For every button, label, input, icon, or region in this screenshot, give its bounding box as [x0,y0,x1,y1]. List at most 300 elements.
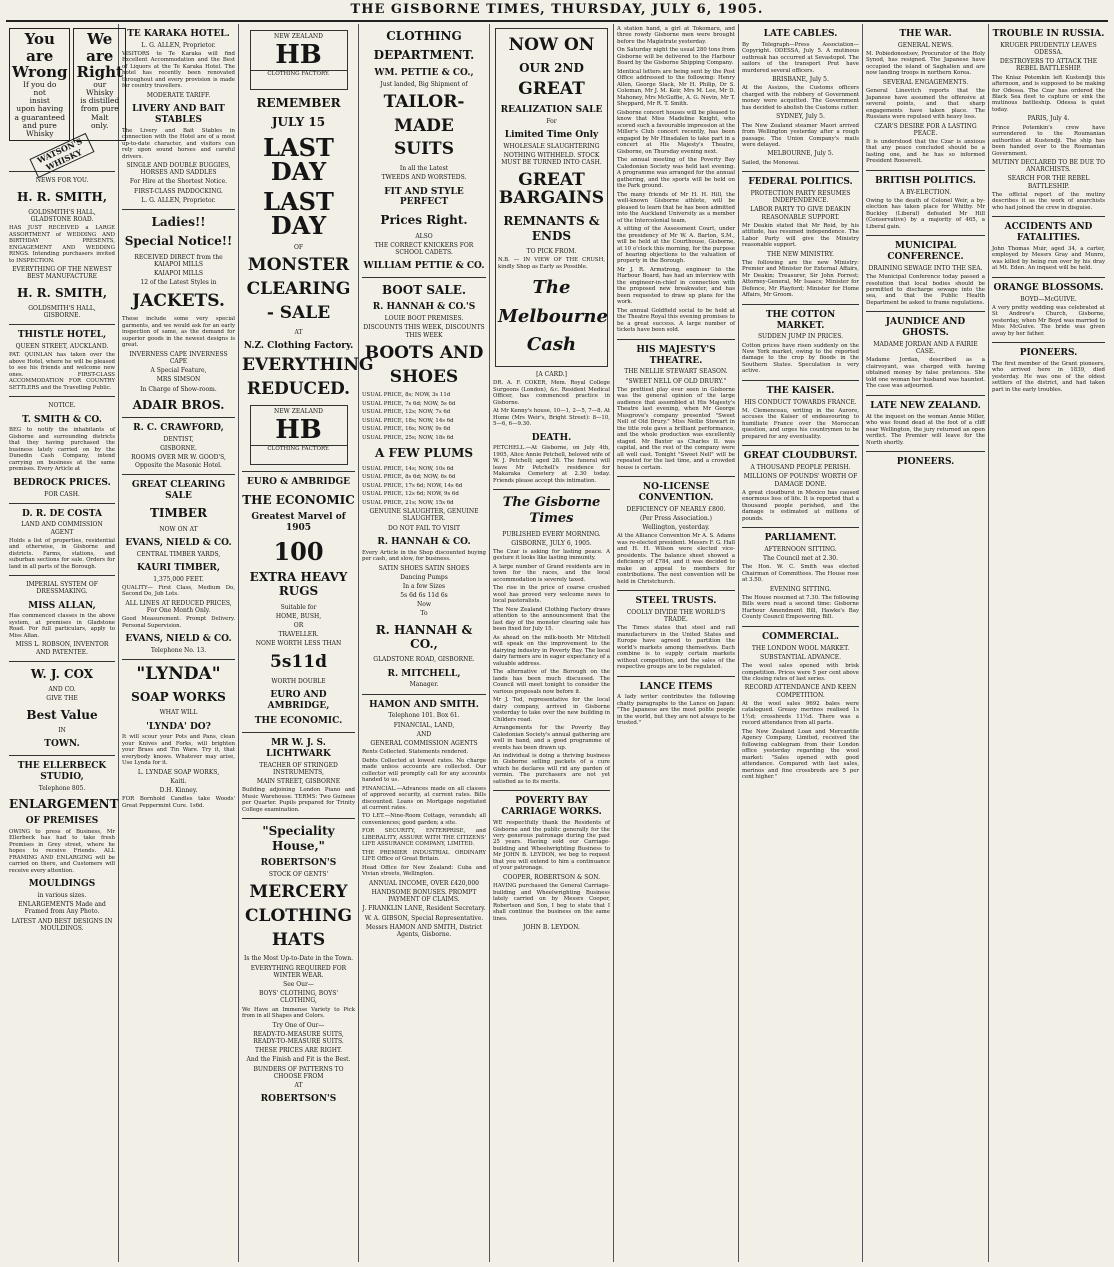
special-feature: A Special Feature, [150,367,207,375]
head-office: Head Office for New Zealand: Cuba and Vivian streets, Wellington. [362,864,486,878]
new-ministry-text: The following are the new Ministry: Premier and Minister for External Affairs, Mr Deakin; Treasurer, Sir John Forrest; Attorney-General, Mr Isaacs; Minister for Defence, Mr Playford; Minister for Home Affairs, Mr Groom. [742,259,859,299]
gladstone: GLADSTONE ROAD, GISBORNE. [373,656,475,664]
allen-sig: L. G. ALLEN, Proprietor. [141,196,216,204]
theatre-show: "SWEET NELL OF OLD DRURY." [625,377,727,385]
studio-title: THE ELLERBECK STUDIO, [17,760,107,782]
price-row: USUAL PRICE, 7s 6d; NOW, 5s 6d [362,400,456,407]
search-text: The official report of the mutiny describes it as the work of anarchists who had joined the crew in disguise. [992,191,1105,211]
column-9 [989,24,1108,1262]
fit-style: FIT AND STYLE PERFECT [384,186,464,208]
cotton-text: Cotton prices have risen suddenly on the New York market, owing to the reported damage to the crop by floods in the Southern States. Speculation is very active. [742,342,859,375]
british-sub: A BY-ELECTION. [899,188,952,196]
our-2nd: OUR 2ND [519,60,584,75]
premier: THE PREMIER INDUSTRIAL ORDINARY LIFE Office of Great Britain. [362,849,486,863]
parl-text: The Hon. W. C. Smith was elected Chairman of Committees. The House rose at 3.50. [742,564,859,584]
jaundice-text: Madame Jordan, described as a clairvoyant, was charged with having obtained money by false pretences. She told one woman her husband was haunted. The case was adjourned. [866,357,985,390]
up-to-date: Is the Most Up-to-Date in the Town. [244,955,353,963]
ad-line: not [33,87,46,97]
late-cables: LATE CABLES. [763,29,838,39]
euro: EURO & AMBRIDGE [246,477,350,488]
monster: MONSTER [247,254,350,275]
handsome: HANDSOME BONUSES. PROMPT PAYMENT OF CLAIMS. [371,889,477,904]
parliament: PARLIAMENT. [764,533,837,544]
prices-right: Prices Right. [380,213,468,228]
ad-line: from pure Malt [80,104,119,122]
thistle-address: QUEEN STREET, AUCKLAND. [15,343,109,351]
lynda: "LYNDA" [136,664,221,685]
news-item: A station hand, a girl at Tokomaru, and three rowdy Gisborne men were brought before the Magistrate yesterday. [617,26,735,45]
federal-sub-2: LABOR PARTY TO GIVE DEAKIN REASONABLE SUPPORT. [750,206,851,221]
financial: FINANCIAL, LAND, [393,721,455,729]
winter-wear: EVERYTHING REQUIRED FOR WINTER WEAR. [250,964,347,979]
paddock: FIRST-CLASS PADDOCKING. [134,187,223,195]
news-item: Mr J. R. Armstrong, engineer to the Harbour Board, has had an interview with the engineer-in-chief in connection with the proposed new breakwater, and has been requested to draw up plans for the work. [617,266,735,306]
news-for-you: NEWS FOR YOU. [35,177,89,185]
deficiency: DEFICIENCY OF NEARLY £800. [626,505,726,513]
tariff: MODERATE TARIFF. [146,91,211,99]
ad-line: our [93,79,107,89]
crawford: R. C. CRAWFORD, [133,423,224,434]
euro-2: EURO AND AMBRIDGE, [267,689,330,711]
bedrock-prices: BEDROCK PRICES. [13,477,111,488]
now-on: NOW ON AT [159,525,198,533]
editorial: The rise in the price of coarse crushed wool has proved very welcome news to local pastoralists. [493,585,610,605]
news-item: The many friends of Mr H. H. Hill, the well-known Gisborne athlete, will be pleased to learn that he has been admitted into the Auckland University as a member of the Intercolonial team. [617,191,735,224]
hamon-smith: HAMON AND SMITH. [369,699,479,710]
cox-in: IN [58,726,66,734]
sydney-text: The New Zealand steamer Maori arrived from Wellington yesterday after a rough passage. The Union Company's mails were delayed. [742,122,859,148]
or: OR [293,622,304,630]
kruger: KRUGER PRUDENTLY LEAVES ODESSA. [1000,41,1097,56]
record: RECORD ATTENDANCE AND KEEN COMPETITION. [744,684,857,699]
hannah-2: R. HANNAH & CO. [377,536,471,547]
thistle-title: THISTLE HOTEL, [17,330,107,341]
card: [A CARD.] [536,371,567,379]
jackets: JACKETS. [132,290,225,311]
steel: STEEL TRUSTS. [635,596,717,607]
boot-sale: BOOT SALE. [381,283,467,298]
column-2 [119,24,239,1262]
destroyers: DESTROYERS TO ATTACK THE REBEL BATTLESHIP. [999,58,1098,73]
municipal-text: The Municipal Conference today passed a resolution that local bodies should be permitted to discharge sewage into the sea, and that the Public Health Department be asked to frame regulations. [866,274,985,306]
dressmaking-title: IMPERIAL SYSTEM OF DRESSMAKING. [26,581,98,596]
cloudburst: GREAT CLOUDBURST. [743,451,858,462]
economic: THE ECONOMIC [242,492,355,507]
do-not-fail: DO NOT FAIL TO VISIT [388,524,460,532]
ladies-heading: Ladies!! [151,215,206,230]
enlargements: ENLARGEMENTS Made and Framed from Any Photo. [18,901,106,916]
wool-sub: SUBSTANTIAL ADVANCE. [760,653,841,661]
immense-variety: We Have an Immense Variety to Pick from in all Shapes and Colors. [242,1006,355,1020]
news-item: A sitting of the Assessment Court, under the presidency of Mr W. A. Barton, S.M., will be held at the Courthouse, Gisborne, at 10 o'clock this morning, for the purpose of hearing objections to the valuation of property in the Borough. [617,226,735,265]
dh: D.H. Kinney. [159,787,198,795]
gisborne: GISBORNE. [160,445,197,453]
paris: PARIS, July 4. [1027,115,1070,123]
municipal-sub: DRAINING SEWAGE INTO THE SEA. [868,264,983,272]
no-license: NO-LICENSE CONVENTION. [638,482,714,503]
great-bargains: GREAT BARGAINS [498,170,605,209]
ad-heading: Wrong [12,63,68,81]
shoes: SHOES [389,366,459,387]
engagements: SEVERAL ENGAGEMENTS. [882,78,969,86]
cobb-name: T. SMITH & CO. [22,414,102,425]
louie: LOUIE BOOT PREMISES. [384,315,464,323]
knickers: THE CORRECT KNICKERS FOR SCHOOL CADETS. [374,241,474,257]
thistle-text: PAT. QUINLAN has taken over the above Hotel, where he will be pleased to see his friends and welcome new ones. FIRST-CLASS ACCOMMODATION FOR COUNTRY SETTLERS and the Travelling Public. [9,352,115,391]
editorial: As ahead on the milk-booth Mr Mitchell will speak on the improvement to the dairying industry in Poverty Bay. The local dairy farmers are in eager expectancy of a valuable address. [493,634,610,667]
dentist: DENTIST, [163,435,194,443]
price-row: USUAL PRICE, 12s; NOW, 7s 6d [362,409,451,416]
melbourne-text: Sailed, the Monowai. [742,159,800,166]
melbourne: MELBOURNE, July 5. [767,150,834,158]
news-item: Gisborne concert houses will be pleased to know that Miss Madeline Knight, who scored such a favourable impression at the Miller's Club concert recently, has been engaged by Mr Hinsdalen to take part in a concert at His Majesty's Theatre, Gisborne, on Thursday evening next. [617,109,735,155]
editorial: A large number of Grand residents are in town for the races, and the local accommodation is severely taxed. [493,563,610,583]
paper-title: The Gisborne Times [502,495,601,526]
also: ALSO [415,232,433,240]
to-pick: TO PICK FROM. [526,247,577,255]
te-karaka-title: TE KARAKA HOTEL. [127,29,230,39]
mercery: MERCERY [249,881,348,902]
finish-fit: And the Finish and Fit is the Best. [246,1056,351,1064]
try-one: Try One of Our— [272,1021,325,1029]
federal: FEDERAL POLITICS. [748,177,853,188]
theatre-text: The prettiest play ever seen in Gisborne was the general opinion of the large audience that assembled at His Majesty's Theatre last evening, when Mr George Musgrove's company presented "Sweet Nell of Old Drury." Miss Nellie Stewart in the title role gave a brilliant performance, and the whole production was excellently staged. Mr Baxter as Charles II. was capital, and the rest of the company were all well cast. Tonight "Sweet Nell" will be repeated for the last time, and a crowded house is certain. [617,386,735,471]
genuine: GENUINE SLAUGHTER, GENUINE SLAUGHTER. [369,508,479,523]
lichtwark-addr: MAIN STREET, GISBORNE [256,778,341,786]
mouldings: MOULDINGS [28,879,96,890]
column-7 [739,24,863,1262]
editorial: The alternative of the Borough on the lands has been much discussed. The Council will meet tonight to consider the various proposals now before it. [493,669,610,695]
hb-logo-2 [250,405,348,465]
received-direct: RECEIVED DIRECT from the KAIAPOI MILLS [134,253,223,268]
everything: EVERYTHING [242,355,374,376]
steel-sub: COOLLY DIVIDE THE WORLD'S TRADE. [626,608,726,624]
ad-line: Whisky [85,87,114,97]
for-cash: FOR CASH. [44,490,80,498]
czar-text: It is understood that the Czar is anxious that any peace concluded should be a lasting one, and he has so informed President Roosevelt. [866,138,985,165]
goods: Good Measurement. Prompt Delivery. Personal Supervision. [122,616,235,629]
studio-tel: Telephone 805. [38,784,86,792]
ad-line: upon having [16,104,64,114]
federal-sub: PROTECTION PARTY RESUMES INDEPENDENCE. [750,189,851,205]
every-article: Every Article in the Shop discounted buying per cash, and slow, for business. [362,549,486,563]
central-yards: CENTRAL TIMBER YARDS, [136,550,221,558]
british-text: Owing to the death of Colonel Weir, a by-election has taken place for Whitby. Mr Buckley (Liberal) defeated Mr Hill (Conservative) by a majority of 465, a Liberal gain. [866,197,985,230]
masthead: THE GISBORNE TIMES, THURSDAY, JULY 6, 1905. [350,2,764,17]
cox-and: AND CO. [48,686,76,694]
pioneers-text: The first member of the Grant pioneers, who arrived here in 1839, died yesterday. He was one of the oldest settlers of the district, and had taken part in the early troubles. [992,361,1105,393]
evans-tel: Telephone No. 13. [150,646,207,654]
cooper: COOPER, ROBERTSON & SON. [502,873,601,881]
reduced: ALL LINES AT REDUCED PRICES, For One Month Only. [125,599,232,614]
adair-bros: ADAIR BROS. [132,397,225,412]
few-plums: A FEW PLUMS [374,446,474,461]
inverness: INVERNESS CAPE INVERNESS CAPE [129,350,228,366]
hb-letters: HB [275,415,322,446]
ready-suits: READY-TO-MEASURE SUITS, READY-TO-MEASURE SUITS. [253,1030,344,1045]
traveller: TRAVELLER. [278,631,319,639]
remember: REMEMBER [256,96,341,110]
orange-text: A very pretty wedding was celebrated at St Andrew's Church, Gisborne, yesterday, when Mr Boyd was married to Miss McGuive. The bride was given away by her father. [992,304,1105,337]
evans-nield-2: EVANS, NIELD & CO. [125,634,232,645]
district-agents: Messrs HAMON AND SMITH, District Agents, Gisborne. [365,923,483,938]
accidents-text: John Thomas Muir, aged 34, a carter, employed by Messrs Gray and Munro, was killed by being run over by his dray at Mt. Eden. An inquest will be held. [992,245,1105,272]
hats: HATS [271,929,326,950]
smith-text: HAS JUST RECEIVED a LARGE ASSORTMENT of WEDDING AND BIRTHDAY PRESENTS, ENGAGEMENT AND WEDDING RINGS. Intending purchasers invited to INSPECTION. [9,225,115,264]
plum-row: USUAL PRICE, 14s; NOW, 10s 6d [362,465,454,472]
kauri-qty: 1,375,000 FEET. [153,575,204,583]
hb-letters: HB [275,40,322,71]
costa-sub: LAND AND COMMISSION AGENT [21,521,103,536]
cox-give: GIVE THE [46,695,78,703]
security: FOR SECURITY, ENTERPRISE, and LIBERALITY, ASSURE WITH THE CITIZENS' LIFE ASSURANCE COMPANY, LIMITED. [362,828,486,848]
kaiser-sub: HIS CONDUCT TOWARDS FRANCE. [744,398,857,406]
war: THE WAR. [899,29,952,39]
hb-logo [250,30,348,90]
latest: In all the Latest [399,165,449,173]
timber: TIMBER [149,506,208,521]
extra-rugs: EXTRA HEAVY RUGS [249,569,348,599]
smith-address-2: GOLDSMITH'S HALL, GISBORNE. [28,305,96,320]
worth-double: WORTH DOUBLE [271,677,326,685]
now: Now [417,601,431,609]
news-item: On Saturday night the usual 280 tons from Gisborne will be delivered to the Harbour Board by the Gisborne Shipping Company. [617,47,735,67]
plum-row: USUAL PRICE, 8s 6d; NOW, 6s 6d [362,474,456,481]
federal-text: Mr Deakin stated that Mr Reid, by his attitude, has resumed independence. The Labor Party will give the Ministry reasonable support. [742,222,859,249]
engagements-text: General Linevitch reports that the Japanese have assumed the offensive at several points, and that sharp engagements have taken place. The Russians were repulsed with heavy loss. [866,88,985,121]
rooms: ROOMS OVER MR W. GOOD'S, Opposite the Masonic Hotel. [131,454,226,469]
department: DEPARTMENT. [373,48,475,63]
late-nz: LATE NEW ZEALAND. [870,400,981,411]
last-day: LAST DAY [263,132,334,186]
clearing: CLEARING [246,278,351,299]
sizes: In a few Sizes [402,582,446,590]
editorial: The Czar is asking for lasting peace. A gesture it looks like lasting immunity. [493,548,610,562]
patterns: BUNDERS OF PATTERNS TO CHOOSE FROM [253,1065,344,1080]
stock-of: STOCK OF GENTS' [268,870,329,878]
column-3 [239,24,374,1262]
just-landed: Just landed, Big Shipment of [380,80,468,88]
nothing-withheld: NOTHING WITHHELD. STOCK MUST BE TURNED INTO CASH. [501,152,602,167]
tailor: TAILOR- [383,91,465,112]
notice-heading: NOTICE. [48,402,76,410]
to-let: TO LET.—Nine-Room Cottage, verandah; all conveniences; good garden; a site. [362,813,486,826]
accidents: ACCIDENTS AND FATALITIES. [1004,222,1093,244]
ad-heading: You are [24,30,55,65]
leydon: HAVING purchased the General Carriage-building and Wheelwrighting Business lately carried on by Messrs Cooper, Robertson and Son, I beg to state that I shall continue the business on the same lines. [493,883,610,922]
mouldings-sub: in various sizes. [37,892,87,900]
ad-heading: We are [86,30,114,65]
press: (Per Press Association.) [640,514,712,522]
price-row: USUAL PRICE, 16s; NOW, 9s 6d [362,426,451,433]
hb-nz: NEW ZEALAND [274,408,323,416]
limited: Limited Time Only [504,130,599,141]
hire: For Hire at the Shortest Notice. [129,178,228,186]
pettie: WM. PETTIE & CO., [374,67,474,78]
leydon-sig: JOHN B. LEYDON. [523,923,580,931]
to: To [420,610,428,618]
home-bush: HOME, BUSH, [275,612,322,620]
for: For [546,117,557,125]
kauri: KAURI TIMBER, [136,562,221,573]
ad-line: a guaranteed [14,112,66,122]
july-15: JULY 15 [271,115,326,130]
lichtwark: MR W. J. S. LICHTWARK [266,738,331,759]
prices-small: 5s 6d 6s 11d 6s [400,592,448,600]
cox-best: Best Value [26,707,98,722]
buggies: SINGLE AND DOUBLE BUGGIES, HORSES AND SADDLES [126,162,231,177]
evening: EVENING SITTING. [769,585,832,593]
lance: LANCE ITEMS [639,681,713,692]
robertsons: ROBERTSON'S [260,857,337,868]
wholesale: WHOLESALE SLAUGHTERING [503,142,600,150]
studio-text: OWING to press of Business, Mr Ellerbeck has had to take fresh Premises in Grey street, where he hopes to receive Friends. ALL FRAMING AND ENLARGING will be carried on there, and Customers will receive every attention. [9,828,115,874]
smith-name-2: H. R. SMITH, [16,285,108,300]
general-agents: GENERAL COMMISSION AGENTS [370,739,478,747]
record-text: At the wool sales 9692 bales were catalogued. Greasy merinos realised 1s 1½d; crossbreds 11½d. There was a record attendance from all parts. [742,700,859,727]
boots-and: BOOTS AND [364,342,484,363]
financial-and: AND [416,730,432,738]
ad-line: insist [29,96,50,105]
costa-name: D. R. DE COSTA [22,508,102,519]
at-2: AT [294,1081,303,1089]
quality: QUALITY— First Class, Medium Do, Second Do, Job Lots. [122,584,235,598]
column-5 [490,24,614,1262]
pioneers: PIONEERS. [896,457,955,468]
satin: SATIN SHOES SATIN SHOES [378,564,470,572]
cobb-text: BEG to notify the inhabitants of Gisborne and surrounding districts that they having purchased the business lately carried on by the Dunedin Cash Company, intend carrying on business at the same premises. Every Article at [9,427,115,473]
steel-text: The Times states that steel and rail manufacturers in the United States and Europe have agreed to partition the world's markets among themselves. Each combine is to supply certain markets without competition, and the sales of the respective groups are to be regulated. [617,625,735,671]
cash-cash: Cash [526,334,577,356]
lane: J. FRANKLIN LANE, Resident Secretary. [362,905,486,913]
jaundice-sub: MADAME JORDAN AND A FAIRIE CASE. [873,341,978,356]
editorial: An individual is doing a thriving business in Gisborne selling packets of a cure which he declares will rid any garden of vermin. The purchasers are not yet satisfied as to its merits. [493,753,610,785]
theatre-title: HIS MAJESTY'S THEATRE. [636,344,716,366]
smith-address: GOLDSMITH'S HALL, GLADSTONE ROAD. [28,209,96,224]
evening-text: The House resumed at 7.30. The following Bills were read a second time: Gisborne Harbour Amendment Bill, Hawke's Bay County Council Empowering Bill. [742,594,859,621]
kaiser: THE KAISER. [766,385,835,396]
paris-text: Prince Potemkin's crew have surrendered to the Roumanian authorities at Kustendji. The ship has been handed over to the Roumanian Government. [992,124,1105,157]
costa-text: Holds a list of properties, residential and otherwise, in Gisborne and districts. Farms, stations, and suburban sections for sale. Orders for land in all parts of the Borough. [9,537,115,570]
kaiapoi: KAIAPOI MILLS [153,270,204,278]
column-6 [614,24,739,1262]
no-license-text: At the Alliance Convention Mr A. S. Adams was re-elected president. Messrs F. G. Hall and H. H. Wilson were elected vice-presidents. The balance sheet showed a deficiency of £784, and it was decided to make an appeal to members for contributions. The next convention will be held in Christchurch. [617,533,735,585]
sale: - SALE [266,302,331,323]
latest-designs: LATEST AND BEST DESIGNS IN MOULDINGS. [11,917,113,932]
at: AT [294,328,303,336]
mrs-simson: MRS SIMSON [156,376,201,384]
hamon-tel: Telephone 101. Box 61. [388,712,460,720]
mitchell: R. MITCHELL, [387,668,461,679]
marvel: Greatest Marvel of 1905 [251,512,346,534]
peppermint: FOR Bornhold Candles take Woods' Great Peppermint Cure. 1s6d. [122,796,235,809]
russia-text: The Kniaz Potemkin left Kustendji this afternoon, and is supposed to be making for Odessa. The Czar has ordered the Black Sea fleet to capture or sink the mutinous battleship. Odessa is quiet today. [992,74,1105,113]
kaiser-text: M. Clemenceau, writing in the Aurore, accuses the Kaiser of endeavouring to humiliate France over the Moroccan question, and urges his countrymen to be prepared for any eventuality. [742,407,859,440]
realization-sale: REALIZATION SALE [500,105,603,116]
mutiny: MUTINY DECLARED TO BE DUE TO ANARCHISTS. [992,159,1106,174]
see-our: See Our— [283,981,314,989]
nz-factory: N.Z. Clothing Factory. [243,340,354,351]
ad-heading: Right [76,63,123,81]
boys-clothing: BOYS' CLOTHING, BOYS' CLOTHING, [259,990,338,1005]
of: OF [293,243,304,251]
made: MADE [394,115,454,136]
pettie-2: WILLIAM PETTIE & CO. [363,261,485,272]
late-nz-text: At the inquest on the woman Annie Miller, who was found dead at the foot of a cliff near Wellington, the jury returned an open verdict. The Premier will leave for the North shortly. [866,413,985,446]
speciality-house: "Speciality House," [262,824,335,853]
trouble: TROUBLE IN RUSSIA. [992,29,1105,39]
livery-heading: LIVERY AND BAIT STABLES [132,104,225,125]
dateline: GISBORNE, JULY 6, 1905. [511,539,592,547]
news-item: The annual meeting of the Poverty Bay Caledonian Society was held last evening. A programme was arranged for the annual gathering, and the sports will be held on the Park ground. [617,157,735,190]
prices-right: THESE PRICES ARE RIGHT. [254,1047,342,1055]
financial-text: FINANCIAL.—Advances made on all classes of approved security, at current rates. Bills discounted. Loans on Mortgage negotiated at current rates. [362,785,486,811]
editorial: Arrangements for the Poverty Bay Caledonian Society's annual gathering are well in hand, and a good programme of events has been drawn up. [493,725,610,751]
dressmaking-text: Has commenced classes in the above system, at premises in Gladstone Road. For full particulars, apply to Miss Allan. [9,613,115,639]
published: PUBLISHED EVERY MORNING. [502,530,601,538]
lichtwark-text: Building adjoining London Piano and Music Warehouse. TERMS: Two Guineas per Quarter. Pupils prepared for Trinity College examination. [242,787,355,813]
whisky-advert [9,28,123,141]
nz-text: The New Zealand Loan and Mercantile Agency Company, Limited, received the following cablegram from their London office yesterday regarding the wool market: "Sales opened with good attendance. Compared with last sales, merinos and fine crossbreds are 5 per cent higher." [742,728,859,781]
cash-melbourne: Melbourne [498,305,608,327]
wool-text: The wool sales opened with brisk competition. Prices were 5 per cent above the closing rates of last series. [742,663,859,682]
wool: THE LONDON WOOL MARKET. [751,644,850,652]
theatre-sub: THE NELLIE STEWART SEASON. [624,368,728,376]
death: DEATH. [531,432,572,443]
hb-foot: CLOTHING FACTORY. [251,70,347,78]
war-sub: GENERAL NEWS. [897,41,954,49]
cox-name: W. J. COX [30,666,94,681]
special-notice: Special Notice!! [124,234,233,249]
news-item: The annual Goldfield social to be held at the Theatre Royal this evening promises to be a great success. A large number of tickets have been sold. [617,307,735,334]
robson: MISS L. ROBSON, INVENTOR AND PATENTEE. [15,641,109,656]
hours: At Mr Kenny's house, 10—1, 2—5, 7—8. At Home (Mrs Weir's, Bright Street): 8—10, 5—6, 6—9.30. [493,408,610,428]
coker: DR. A. F. COKER, Mem. Royal College Surgeons (London), &c. Resident Medical Officer, has commenced practice in Gisborne. [493,380,610,406]
column-8 [863,24,989,1262]
smith-tagline: EVERYTHING OF THE NEWEST BEST MANUFACTURE [12,266,112,281]
lynda-text: It will scour your Pots and Pans, clean your Knives and Forks, will brighten your Brass and Tin Ware. Try it, that everybody knows. Whatever may arise, Use Lynda for it. [122,734,235,767]
plum-row: USUAL PRICE, 12s 6d; NOW, 9s 6d [362,491,459,498]
war-text: M. Pobiedonostsev, Procurator of the Holy Synod, has resigned. The Japanese have occupied the island of Saghalien and are now landing troops in northern Korea. [866,50,985,77]
new-ministry: THE NEW MINISTRY. [767,250,834,258]
nb: N.B. — IN VIEW OF THE CRUSH, kindly Shop as Early as Possible. [498,257,605,270]
cloud-sub-2: MILLIONS OF POUNDS' WORTH OF DAMAGE DONE. [743,473,858,488]
poverty-text: WE respectfully thank the Residents of Gisborne and the public generally for the very generous patronage during the past 25 years. Having sold our Carriage-building and Wheelwrighting Business to Mr JOHN B. LEYDON, we beg to request that you will extend to him a continuance of your patronage. [493,820,610,872]
plum-row: USUAL PRICE, 17s 6d; NOW, 14s 6d [362,482,463,489]
news-item: Identical letters are being sent by the Post Office addressed to the following: Henry Allen, George Slack, Mr H. Philip, Dr S. Coleman, Mr J. M. Keir, Mrs M. Lee, Mr D. Mahoney, Mrs McGuffie, A. G. Nevin, Mr T. Sheppard, Mr R. T. Smith. [617,68,735,108]
late-text: By Telegraph—Press Association—Copyright. ODESSA, July 5. A mutinous outbreak has occurred at Sevastopol. The sailors of the transport Prut have murdered several officers. [742,41,859,74]
jackets-text: These include some very special garments, and we would ask for an early inspection of same, as the demand for superior goods in the newest designs is great. [122,316,235,349]
british: BRITISH POLITICS. [875,175,976,186]
editorial: Mr J. Tod, representative for the local dairy company, arrived in Gisborne yesterday to take over the new building in Childers road. [493,697,610,723]
tweeds: TWEEDS AND WORSTEDS. [381,174,467,182]
cox-town: TOWN. [44,739,80,750]
ad-line: is distilled [80,96,120,105]
income: ANNUAL INCOME, OVER £420,000 [369,879,479,887]
cotton: THE COTTON MARKET. [765,309,836,331]
economic-2: THE ECONOMIC. [254,716,343,727]
remnants: REMNANTS & ENDS [503,214,600,243]
enlargement: ENLARGEMENT [9,796,119,811]
soap-works: SOAP WORKS [131,689,226,704]
ad-line: only. [91,120,109,130]
wellington: Wellington, yesterday. [642,524,710,532]
brisbane-text: At the Assizes, the Customs officers charged with the robbery of Government money were acquitted. The Government has decided to abolish the Customs cutter. [742,85,859,111]
hannah: R. HANNAH & CO.'S [372,302,476,313]
showroom: In Charge of Show-room. [140,385,217,393]
lichtwark-sub: TEACHER OF STRINGED INSTRUMENTS, [259,761,338,776]
hb-nz: NEW ZEALAND [274,33,323,40]
